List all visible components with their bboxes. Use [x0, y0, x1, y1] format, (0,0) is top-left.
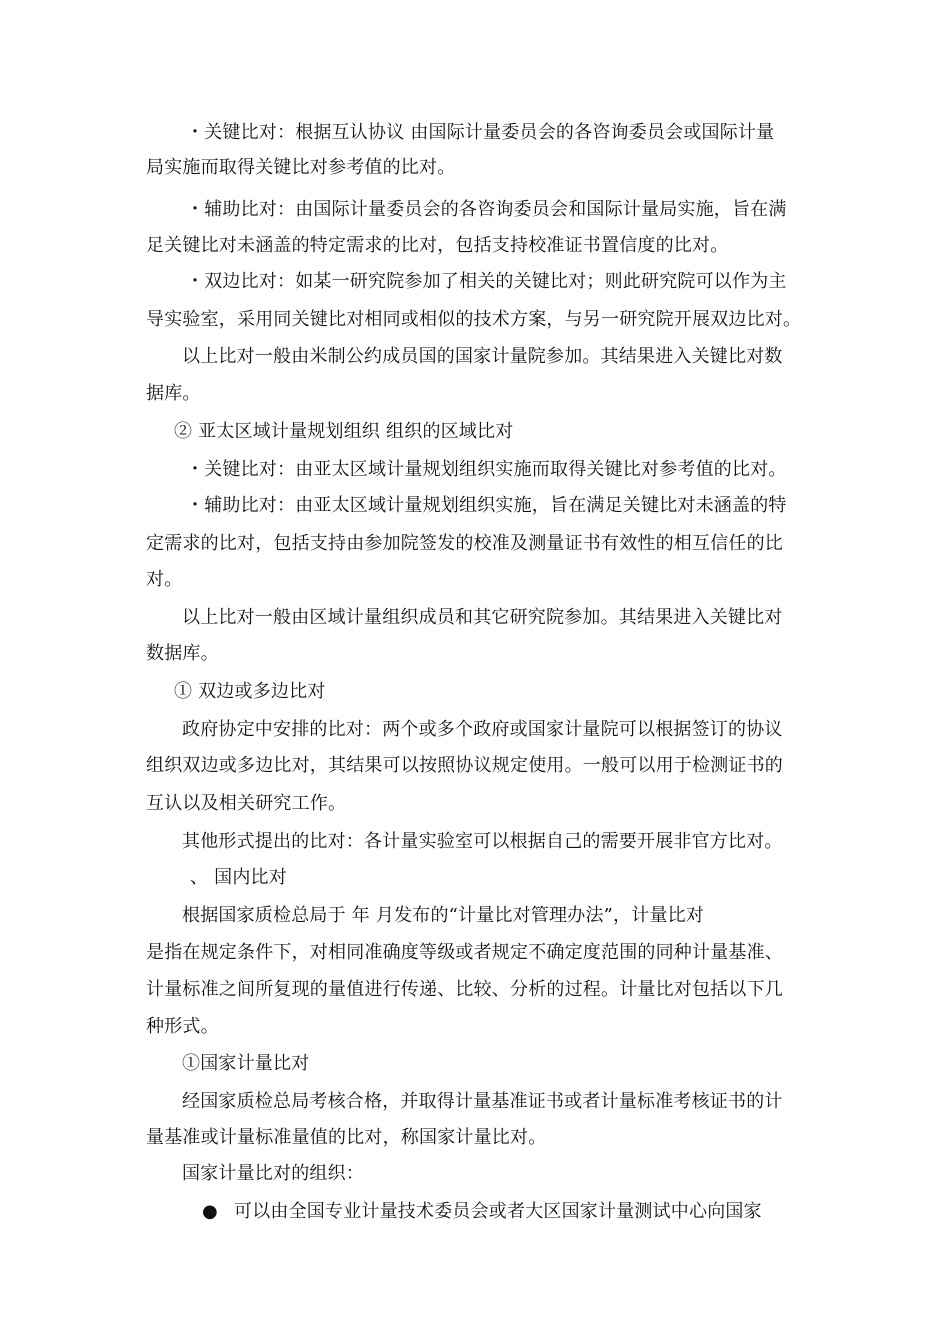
- text-line: 数据库。: [146, 643, 219, 664]
- section-heading: ② 亚太区域计量规划组织 组织的区域比对: [174, 421, 514, 442]
- text-line: ・辅助比对：由亚太区域计量规划组织实施，旨在满足关键比对未涵盖的特: [186, 495, 787, 516]
- text-line: 国家计量比对的组织：: [182, 1163, 364, 1184]
- text-line: ・关键比对：由亚太区域计量规划组织实施而取得关键比对参考值的比对。: [186, 459, 787, 480]
- text-line: 局实施而取得关键比对参考值的比对。: [146, 157, 456, 178]
- text-line: 导实验室，采用同关键比对相同或相似的技术方案，与另一研究院开展双边比对。: [146, 309, 802, 330]
- text-line: 经国家质检总局考核合格，并取得计量基准证书或者计量标准考核证书的计: [182, 1091, 783, 1112]
- text-line: 政府协定中安排的比对：两个或多个政府或国家计量院可以根据签订的协议: [182, 719, 783, 740]
- text-line: 量基准或计量标准量值的比对，称国家计量比对。: [146, 1127, 547, 1148]
- list-item: 可以由全国专业计量技术委员会或者大区国家计量测试中心向国家: [234, 1201, 762, 1222]
- text-line: 根据国家质检总局于 年 月发布的“计量比对管理办法”，计量比对: [182, 905, 705, 926]
- text-line: ・双边比对：如某一研究院参加了相关的关键比对；则此研究院可以作为主: [186, 271, 787, 292]
- text-line: 其他形式提出的比对：各计量实验室可以根据自己的需要开展非官方比对。: [182, 831, 783, 852]
- text-line: 组织双边或多边比对，其结果可以按照协议规定使用。一般可以用于检测证书的: [146, 755, 783, 776]
- text-line: ・辅助比对：由国际计量委员会的各咨询委员会和国际计量局实施，旨在满: [186, 199, 787, 220]
- text-line: 对。: [146, 569, 183, 590]
- text-line: ・关键比对：根据互认协议 由国际计量委员会的各咨询委员会或国际计量: [186, 122, 775, 143]
- text-line: 足关键比对未涵盖的特定需求的比对，包括支持校准证书置信度的比对。: [146, 235, 729, 256]
- section-heading: ①国家计量比对: [182, 1053, 310, 1074]
- text-line: 以上比对一般由米制公约成员国的国家计量院参加。其结果进入关键比对数: [182, 346, 783, 367]
- text-line: 定需求的比对，包括支持由参加院签发的校准及测量证书有效性的相互信任的比: [146, 533, 783, 554]
- text-line: 种形式。: [146, 1016, 219, 1037]
- section-heading: 、 国内比对: [190, 867, 287, 888]
- section-heading: ① 双边或多边比对: [174, 681, 326, 702]
- text-line: 据库。: [146, 383, 201, 404]
- bullet-icon: ●: [202, 1201, 218, 1222]
- text-line: 以上比对一般由区域计量组织成员和其它研究院参加。其结果进入关键比对: [182, 607, 783, 628]
- text-line: 是指在规定条件下，对相同准确度等级或者规定不确定度范围的同种计量基准、: [146, 942, 783, 963]
- text-line: 计量标准之间所复现的量值进行传递、比较、分析的过程。计量比对包括以下几: [146, 979, 783, 1000]
- text-line: 互认以及相关研究工作。: [146, 793, 347, 814]
